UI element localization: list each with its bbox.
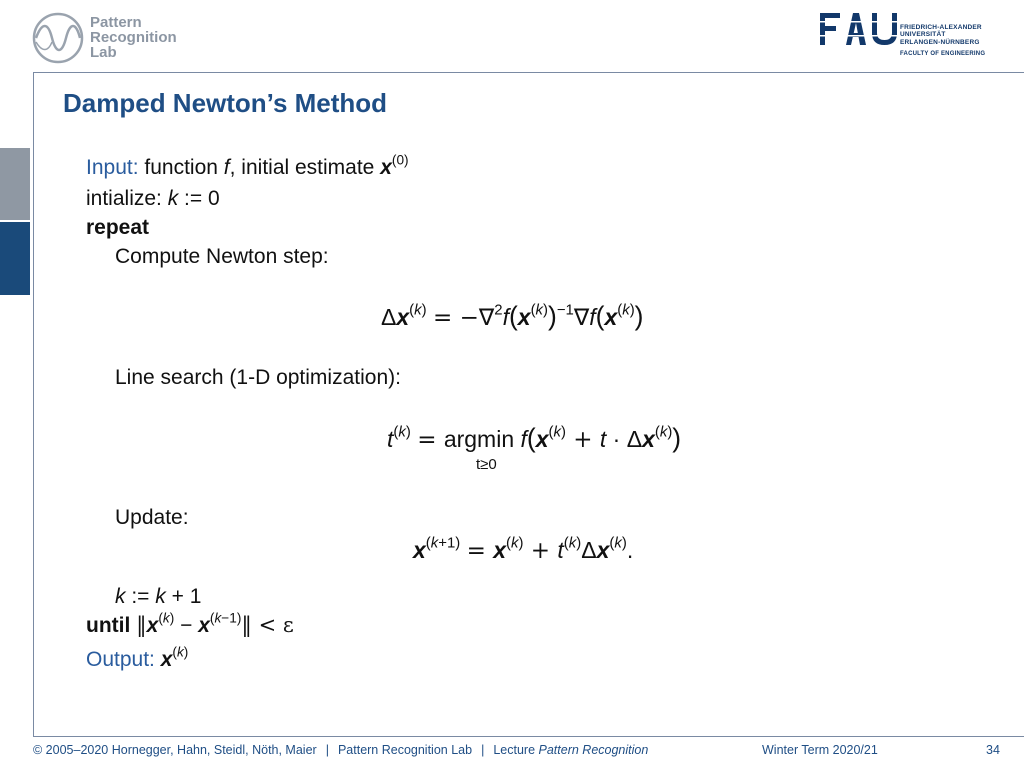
- output-line: Output: $x^{(k)}$: [86, 644, 189, 671]
- update-equation: $x^{(k+1)} = x^{(k)} + t^{(k)}\Delta x^{(k)}$.: [413, 534, 634, 564]
- footer-lab: Pattern Recognition Lab: [337, 743, 473, 757]
- footer-copyright: © 2005–2020 Hornegger, Hahn, Steidl, Nöth, Maier: [33, 743, 317, 757]
- until-keyword: until: [86, 614, 131, 637]
- init-label: intialize:: [86, 187, 162, 210]
- step-update-label: Update:: [115, 506, 189, 529]
- fau-logo-icon: [820, 13, 898, 45]
- side-tab-blue: [0, 222, 30, 295]
- footer-lecture-prefix: Lecture: [493, 743, 536, 757]
- footer-credits: © 2005–2020 Hornegger, Hahn, Steidl, Nöth, Maier | Pattern Recognition Lab | Lecture Pattern Recognition: [33, 743, 649, 757]
- argmin-subscript: t≥0: [476, 456, 497, 473]
- slide-title: Damped Newton’s Method: [63, 88, 388, 118]
- fau-name: FRIEDRICH-ALEXANDER UNIVERSITÄT ERLANGEN-NÜRNBERG: [900, 24, 982, 46]
- output-label: Output:: [86, 648, 155, 671]
- newton-step-equation: $\Delta x^{(k)} = -\nabla^2f(x^{(k)})^{-1}\nabla f(x^{(k)})$: [381, 301, 644, 331]
- line-search-equation: $t^{(k)} = argmin$ $f(x^{(k)} + t \cdot \Delta x^{(k)})$: [387, 423, 682, 453]
- footer-term: Winter Term 2020/21: [762, 743, 878, 757]
- input-label: Input:: [86, 156, 139, 179]
- argmin-operator: argmin: [443, 426, 515, 452]
- frame-left-rule: [33, 72, 34, 737]
- pattern-recognition-lab-logo-icon: [32, 12, 84, 64]
- side-tab-grey: [0, 148, 30, 220]
- input-text: function: [144, 156, 218, 179]
- until-line: until $‖x^{(k)}$ − $x^{(k-1)}‖ < \varepsilon$: [86, 610, 294, 637]
- input-line: Input: function f, initial estimate $x^{(0)}$: [86, 152, 409, 179]
- initialize-line: intialize: k := 0: [86, 187, 220, 210]
- frame-bottom-rule: [33, 736, 1024, 737]
- frame-top-rule: [33, 72, 1024, 73]
- step-line-search-label: Line search (1-D optimization):: [115, 366, 401, 389]
- lab-logo-text: Pattern Recognition Lab: [90, 14, 177, 61]
- fau-faculty: FACULTY OF ENGINEERING: [900, 51, 986, 57]
- increment-line: k := k + 1: [115, 585, 202, 608]
- step-newton-label: Compute Newton step:: [115, 245, 329, 268]
- repeat-keyword: repeat: [86, 216, 150, 239]
- page-number: 34: [986, 743, 1000, 757]
- footer-lecture-name: Pattern Recognition: [538, 743, 649, 757]
- input-text-2: , initial estimate: [229, 156, 375, 179]
